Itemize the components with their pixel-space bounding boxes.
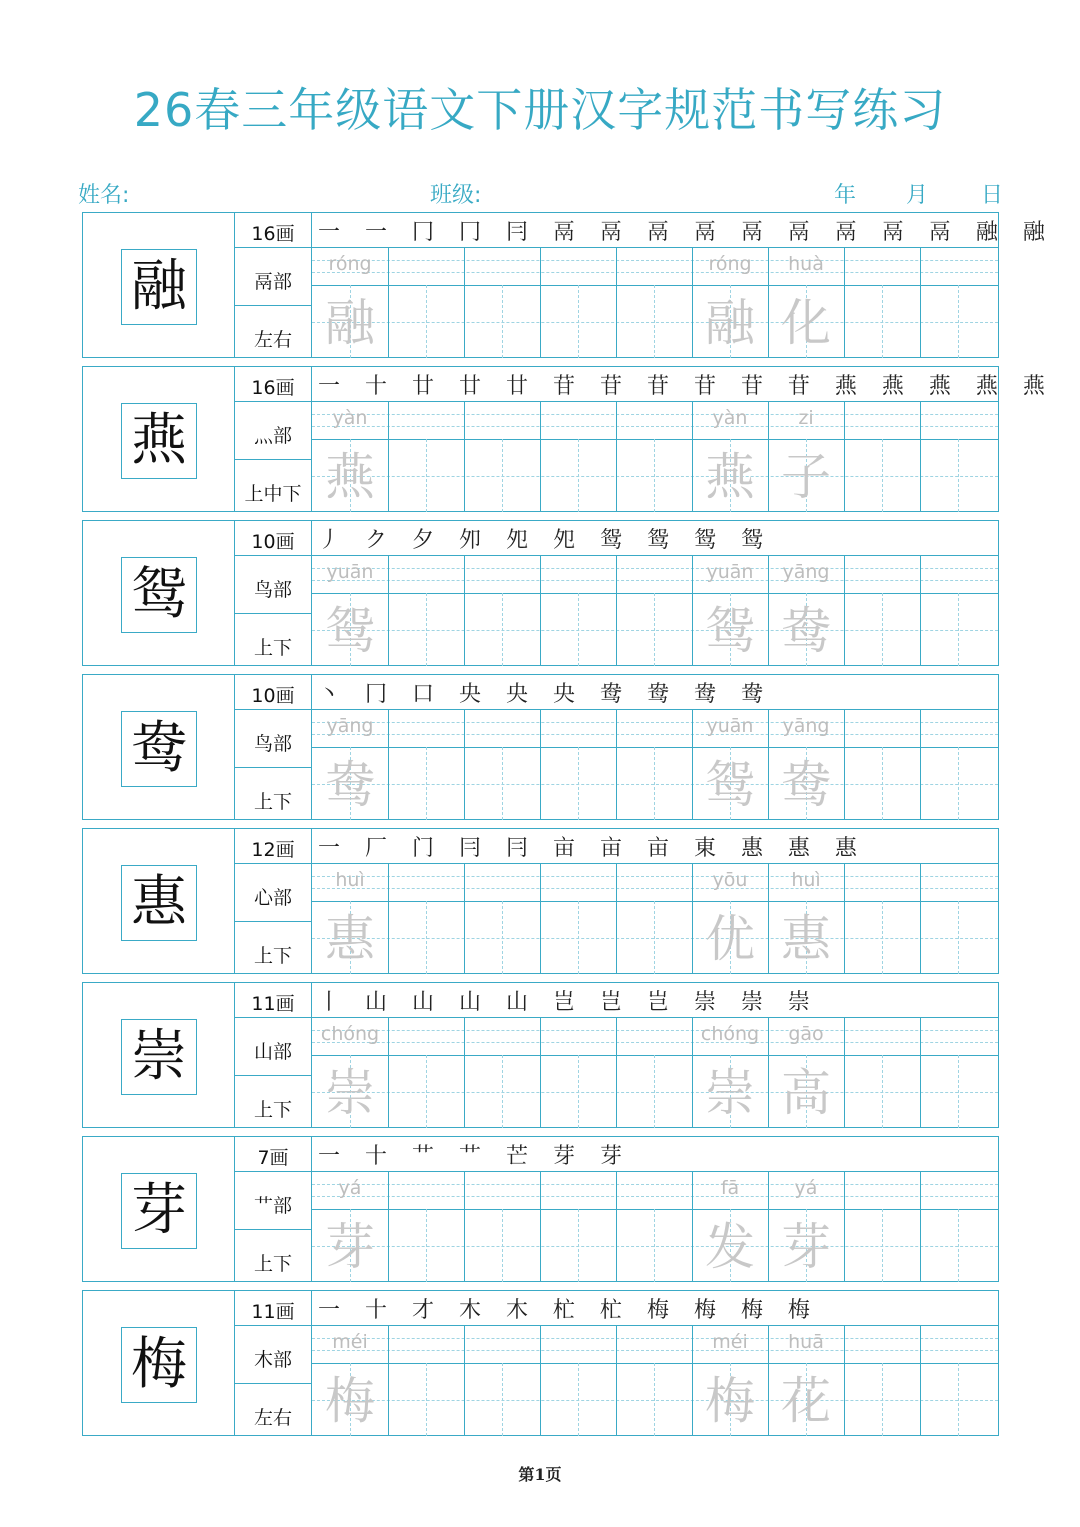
stroke-count: 11画 [251, 993, 295, 1015]
stroke-order: 一 十 才 木 木 杧 杧 梅 梅 梅 梅 [318, 1298, 819, 1323]
practice-sheet [82, 212, 1054, 1443]
stroke-order-row [312, 521, 998, 555]
word-pinyin: yōu [712, 869, 748, 891]
word-char: 优 [705, 910, 755, 968]
stroke-count: 12画 [251, 839, 295, 861]
word-char: 子 [781, 448, 831, 506]
stroke-order: 丿 ク 夕 夘 夗 夗 鸳 鸳 鸳 鸳 [318, 528, 772, 553]
model-char-cell [82, 366, 235, 512]
char-block [82, 828, 999, 976]
model-char: 燕 [121, 403, 197, 479]
word-pinyin: gāo [788, 1023, 824, 1045]
year-label: 年 [834, 183, 857, 208]
word-char: 鸳 [705, 756, 755, 814]
practice-grid [312, 1136, 999, 1282]
practice-grid [312, 212, 1054, 358]
model-char-cell [82, 212, 235, 358]
model-char-cell [82, 1136, 235, 1282]
trace-char: 融 [325, 294, 375, 352]
stroke-count: 7画 [257, 1147, 289, 1169]
page-title: 26春三年级语文下册汉字规范书写练习 [133, 83, 947, 137]
trace-pinyin: chóng [320, 1023, 380, 1045]
char-block [82, 1136, 999, 1284]
stroke-order-row [312, 367, 1054, 401]
trace-pinyin: méi [332, 1331, 368, 1353]
stroke-order-row [312, 1291, 998, 1325]
radical: 鸟部 [253, 579, 292, 601]
char-info [235, 212, 312, 358]
word-char: 崇 [705, 1064, 755, 1122]
trace-char: 芽 [325, 1218, 375, 1276]
model-char-cell [82, 1290, 235, 1436]
stroke-order: 一 厂 门 冃 冃 亩 亩 亩 東 惠 惠 惠 [318, 836, 866, 861]
word-pinyin: yāng [782, 561, 830, 583]
trace-char: 崇 [325, 1064, 375, 1122]
word-char: 发 [705, 1218, 755, 1276]
practice-grid [312, 366, 1054, 512]
word-char: 梅 [705, 1372, 755, 1430]
stroke-order: 丨 山 山 山 山 岂 岂 岂 崇 崇 崇 [318, 990, 819, 1015]
stroke-order-row [312, 829, 998, 863]
char-info [235, 828, 312, 974]
word-pinyin: fā [720, 1177, 740, 1199]
model-char: 惠 [121, 865, 197, 941]
stroke-count: 10画 [251, 531, 295, 553]
char-info [235, 520, 312, 666]
trace-pinyin: huì [335, 869, 365, 891]
practice-grid [312, 674, 999, 820]
stroke-count: 10画 [251, 685, 295, 707]
stroke-count: 16画 [251, 377, 295, 399]
char-block [82, 982, 999, 1130]
word-pinyin: zi [798, 407, 814, 429]
model-char-cell [82, 520, 235, 666]
day-label: 日 [981, 183, 1004, 208]
char-block [82, 366, 1054, 514]
trace-pinyin: yuān [326, 561, 374, 583]
stroke-order-row [312, 1137, 998, 1171]
word-char: 惠 [781, 910, 831, 968]
trace-pinyin: yāng [326, 715, 374, 737]
practice-grid [312, 1290, 999, 1436]
word-pinyin: yá [794, 1177, 818, 1199]
char-block [82, 212, 1054, 360]
stroke-order: 一 十 艹 艹 芒 芽 芽 [318, 1144, 631, 1169]
stroke-order-row [312, 675, 998, 709]
model-char-cell [82, 828, 235, 974]
trace-char: 燕 [325, 448, 375, 506]
model-char: 鸯 [121, 711, 197, 787]
word-pinyin: chóng [700, 1023, 760, 1045]
model-char: 芽 [121, 1173, 197, 1249]
stroke-order-row [312, 213, 1054, 247]
class-label: 班级: [430, 183, 482, 208]
trace-char: 惠 [325, 910, 375, 968]
practice-grid [312, 828, 999, 974]
word-char: 芽 [781, 1218, 831, 1276]
stroke-order: 一 十 廿 廿 廿 苷 苷 苷 苷 苷 苷 燕 燕 燕 燕 燕 [318, 374, 1054, 399]
word-pinyin: yuān [706, 715, 754, 737]
char-info [235, 1290, 312, 1436]
word-pinyin: róng [708, 253, 752, 275]
char-info [235, 674, 312, 820]
structure: 上中下 [244, 483, 302, 505]
word-pinyin: yuān [706, 561, 754, 583]
word-char: 融 [705, 294, 755, 352]
trace-char: 鸳 [325, 602, 375, 660]
word-pinyin: yàn [712, 407, 748, 429]
word-char: 燕 [705, 448, 755, 506]
page-number: 第1页 [518, 1465, 562, 1484]
name-label: 姓名: [78, 183, 130, 208]
month-label: 月 [906, 183, 929, 208]
char-block [82, 520, 999, 668]
char-info [235, 366, 312, 512]
trace-char: 梅 [325, 1372, 375, 1430]
word-char: 化 [781, 294, 831, 352]
stroke-order: 丶 冂 口 央 央 央 鸯 鸯 鸯 鸯 [318, 682, 772, 707]
word-char: 高 [781, 1064, 831, 1122]
structure: 上下 [253, 1253, 292, 1275]
model-char: 梅 [121, 1327, 197, 1403]
stroke-count: 16画 [251, 223, 295, 245]
structure: 左右 [253, 1407, 292, 1429]
trace-pinyin: yàn [332, 407, 368, 429]
word-pinyin: huā [788, 1331, 824, 1353]
word-pinyin: huà [788, 253, 824, 275]
model-char: 鸳 [121, 557, 197, 633]
word-char: 鸯 [781, 756, 831, 814]
stroke-order: 一 ⼀ 冂 冂 冃 鬲 鬲 鬲 鬲 鬲 鬲 鬲 鬲 鬲 融 融 [318, 220, 1054, 245]
model-char: 崇 [121, 1019, 197, 1095]
char-info [235, 982, 312, 1128]
model-char: 融 [121, 249, 197, 325]
trace-char: 鸯 [325, 756, 375, 814]
structure: 左右 [253, 329, 292, 351]
stroke-order-row [312, 983, 998, 1017]
radical: 心部 [253, 887, 292, 909]
word-char: 鸯 [781, 602, 831, 660]
radical: 艹部 [253, 1195, 292, 1217]
structure: 上下 [253, 637, 292, 659]
radical: 木部 [253, 1349, 292, 1371]
radical: 灬部 [253, 425, 292, 447]
radical: 鬲部 [253, 271, 292, 293]
model-char-cell [82, 674, 235, 820]
trace-pinyin: yá [338, 1177, 362, 1199]
word-pinyin: huì [791, 869, 821, 891]
char-block [82, 1290, 999, 1438]
word-pinyin: yāng [782, 715, 830, 737]
structure: 上下 [253, 791, 292, 813]
radical: 山部 [253, 1041, 292, 1063]
char-info [235, 1136, 312, 1282]
word-char: 鸳 [705, 602, 755, 660]
word-pinyin: méi [712, 1331, 748, 1353]
model-char-cell [82, 982, 235, 1128]
practice-grid [312, 520, 999, 666]
stroke-count: 11画 [251, 1301, 295, 1323]
radical: 鸟部 [253, 733, 292, 755]
trace-pinyin: róng [328, 253, 372, 275]
structure: 上下 [253, 945, 292, 967]
structure: 上下 [253, 1099, 292, 1121]
char-block [82, 674, 999, 822]
word-char: 花 [781, 1372, 831, 1430]
practice-grid [312, 982, 999, 1128]
